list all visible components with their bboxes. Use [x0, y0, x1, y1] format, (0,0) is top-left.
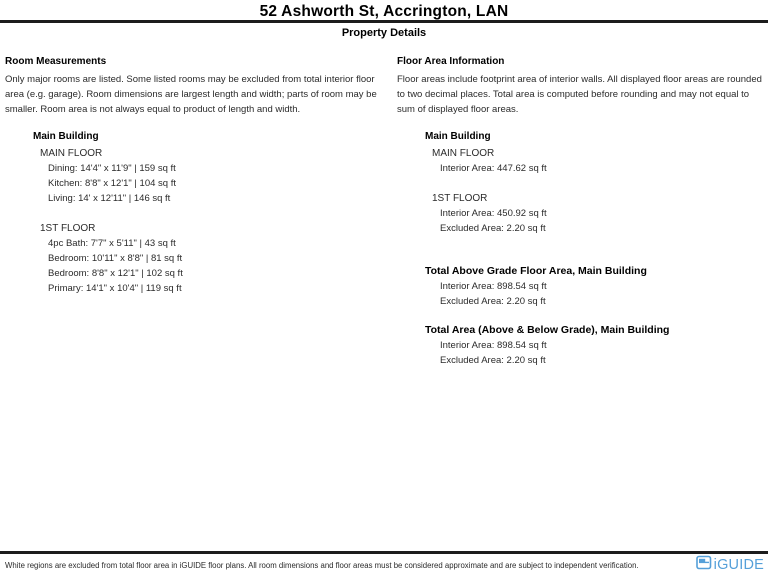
area-block-1st-floor: [397, 191, 763, 236]
total-name: Total Above Grade Floor Area, Main Building: [425, 265, 647, 277]
room-measurements-heading: Room Measurements: [5, 56, 107, 67]
area-line: Interior Area: 898.54 sq ft: [440, 340, 547, 351]
floor-block-main-floor: [5, 146, 389, 206]
floor-area-information-section: [397, 56, 763, 368]
area-line: Interior Area: 447.62 sq ft: [440, 163, 547, 174]
footer: [0, 551, 768, 576]
floor-name: 1ST FLOOR: [432, 193, 488, 204]
room-line: Primary: 14'1" x 10'4" | 119 sq ft: [48, 283, 182, 294]
floor-name: MAIN FLOOR: [40, 148, 103, 159]
page-subtitle: Property Details: [341, 27, 427, 39]
floor-area-information-heading: Floor Area Information: [397, 56, 505, 67]
building-name: Main Building: [425, 131, 491, 142]
room-line: Kitchen: 8'8" x 12'1" | 104 sq ft: [48, 178, 176, 189]
floor-area-information-description: Floor areas include footprint area of interior walls. All displayed floor areas are rounded to two decimal places. Total area is computed before rounding and may not equal to sum of displayed floor areas.: [397, 74, 762, 115]
iguide-logo-icon: [696, 555, 712, 575]
room-line: Living: 14' x 12'11" | 146 sq ft: [48, 193, 171, 204]
total-above-below-grade-block: [397, 323, 763, 368]
page-title: 52 Ashworth St, Accrington, LAN: [259, 3, 509, 20]
total-name: Total Area (Above & Below Grade), Main Building: [425, 324, 670, 336]
header-divider: [0, 20, 768, 23]
room-line: Bedroom: 10'11" x 8'8" | 81 sq ft: [48, 253, 183, 264]
area-line: Interior Area: 450.92 sq ft: [440, 208, 547, 219]
floor-block-1st-floor: [5, 221, 389, 296]
room-line: Dining: 14'4" x 11'9" | 159 sq ft: [48, 163, 176, 174]
room-measurements-section: [5, 56, 389, 296]
iguide-logo: [696, 555, 764, 575]
room-measurements-description: Only major rooms are listed. Some listed rooms may be excluded from total interior floor area (e.g. garage). Room dimensions are largest length and width; parts of room may be smaller. Room area is not always equal to product of length and width.: [5, 74, 377, 115]
footer-disclaimer: White regions are excluded from total floor area in iGUIDE floor plans. All room dimensions and floor areas must be considered approximate and are subject to independent verification.: [5, 560, 639, 570]
room-line: 4pc Bath: 7'7" x 5'11" | 43 sq ft: [48, 238, 176, 249]
area-line: Excluded Area: 2.20 sq ft: [440, 296, 546, 307]
area-line: Excluded Area: 2.20 sq ft: [440, 355, 546, 366]
total-above-grade-block: [397, 264, 763, 309]
room-line: Bedroom: 8'8" x 12'1" | 102 sq ft: [48, 268, 183, 279]
floor-name: 1ST FLOOR: [40, 223, 96, 234]
floor-name: MAIN FLOOR: [432, 148, 495, 159]
area-line: Interior Area: 898.54 sq ft: [440, 281, 547, 292]
area-line: Excluded Area: 2.20 sq ft: [440, 223, 546, 234]
area-block-main-floor: [397, 146, 763, 176]
iguide-logo-text: iGUIDE: [713, 557, 764, 573]
building-name: Main Building: [33, 131, 99, 142]
